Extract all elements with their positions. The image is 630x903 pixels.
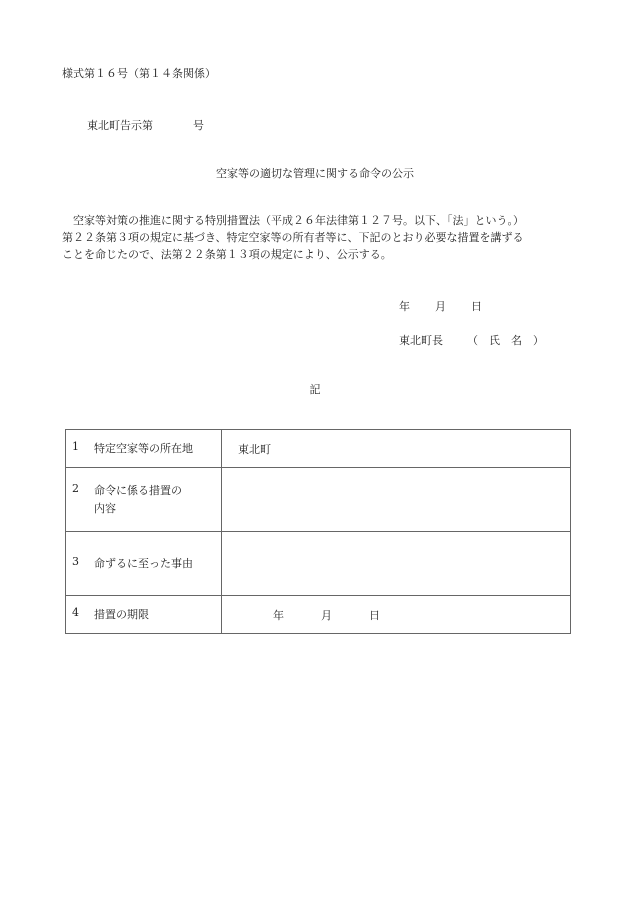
row-label-cell [66, 532, 222, 596]
date-month: 月 [435, 300, 446, 313]
body-line-2: 第２２条第３項の規定に基づき、特定空家等の所有者等に、下記のとおり必要な措置を講ずる [62, 231, 524, 244]
notice-prefix: 東北町告示第 [87, 119, 153, 132]
signer-title: 東北町長 [399, 334, 443, 347]
table-row [66, 532, 571, 596]
row-number: 2 [72, 481, 79, 495]
row-label: 特定空家等の所在地 [94, 441, 193, 455]
date-day: 日 [471, 300, 482, 313]
signer-name: （ 氏 名 ） [467, 334, 544, 347]
notice-number [87, 117, 204, 133]
notice-suffix: 号 [193, 119, 204, 132]
row-label-cell [66, 430, 222, 468]
row-label: 命ずるに至った事由 [94, 556, 193, 570]
form-number: 様式第１６号（第１４条関係） [62, 67, 216, 80]
deadline-day: 日 [369, 608, 380, 622]
deadline-value [222, 596, 571, 634]
row-label: 命令に係る措置の 内容 [94, 483, 182, 515]
table-row [66, 468, 571, 532]
location-value: 東北町 [222, 430, 571, 468]
row-label-cell [66, 596, 222, 634]
signer [399, 332, 544, 348]
row-number: 1 [72, 439, 79, 453]
deadline-year: 年 [273, 608, 284, 622]
row-label-cell [66, 468, 222, 532]
measures-value [222, 468, 571, 532]
row-number: 4 [72, 605, 79, 619]
body-paragraph [62, 212, 582, 263]
date-year: 年 [399, 300, 410, 313]
body-line-1: 空家等対策の推進に関する特別措置法（平成２６年法律第１２７号。以下、「法」という。） [62, 214, 524, 227]
body-line-3: ことを命じたので、法第２２条第１３項の規定により、公示する。 [62, 248, 392, 261]
reason-value [222, 532, 571, 596]
record-heading: 記 [309, 383, 321, 396]
table-row [66, 596, 571, 634]
deadline-month: 月 [321, 608, 332, 622]
row-label: 措置の期限 [94, 607, 149, 621]
document-title: 空家等の適切な管理に関する命令の公示 [216, 167, 414, 180]
issue-date [399, 298, 482, 314]
row-number: 3 [72, 554, 79, 568]
table-row [66, 430, 571, 468]
details-table [65, 429, 571, 634]
